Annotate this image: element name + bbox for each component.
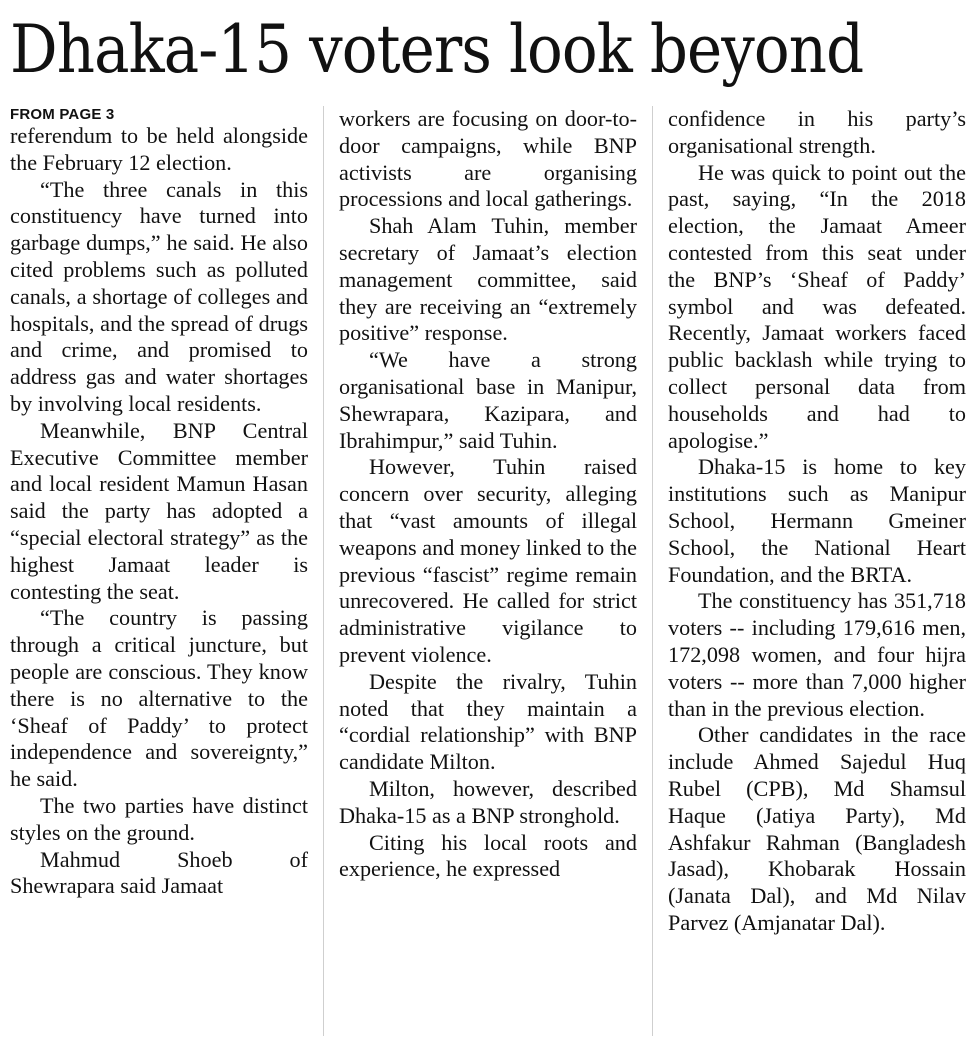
paragraph: confidence in his party’s organisational strength. [668, 106, 966, 158]
article-column-2 [339, 106, 637, 883]
paragraph: Dhaka-15 is home to key institutions such as Manipur School, Hermann Gmeiner School, the National Heart Foundation, and the BRTA. [668, 454, 966, 587]
paragraph: Mahmud Shoeb of Shewrapara said Jamaat [10, 846, 308, 899]
column-rule [652, 106, 653, 1036]
paragraph: Milton, however, described Dhaka-15 as a BNP stronghold. [339, 775, 637, 828]
paragraph: However, Tuhin raised concern over security, alleging that “vast amounts of illegal weapons and money linked to the previous “fascist” regime remain unrecovered. He called for strict administrative vigilance to prevent violence. [339, 454, 637, 667]
continuation-kicker: FROM PAGE 3 [10, 106, 115, 123]
paragraph: Despite the rivalry, Tuhin noted that they maintain a “cordial relationship” with BNP candidate Milton. [339, 668, 637, 775]
paragraph: He was quick to point out the past, saying, “In the 2018 election, the Jamaat Ameer contested from this seat under the BNP’s ‘Sheaf of Paddy’ symbol and was defeated. Recently, Jamaat workers faced public backlash while trying to collect personal data from households and had to apologise.” [668, 159, 966, 453]
paragraph: The two parties have distinct styles on the ground. [10, 792, 308, 845]
paragraph: “The country is passing through a critical juncture, but people are conscious. They know there is no alternative to the ‘Sheaf of Paddy’ to protect independence and sovereignty,” he said. [10, 605, 308, 792]
paragraph: Meanwhile, BNP Central Executive Committee member and local resident Mamun Hasan said the party has adopted a “special electoral strategy” as the highest Jamaat leader is contesting the seat. [10, 417, 308, 604]
paragraph: workers are focusing on door-to-door campaigns, while BNP activists are organising processions and local gatherings. [339, 106, 637, 212]
paragraph: Citing his local roots and experience, he expressed [339, 829, 637, 882]
article-column-3 [668, 106, 966, 937]
column-rule [323, 106, 324, 1036]
paragraph: Other candidates in the race include Ahmed Sajedul Huq Rubel (CPB), Md Shamsul Haque (Jatiya Party), Md Ashfakur Rahman (Bangladesh Jasad), Khobarak Hossain (Janata Dal), and Md Nilav Parvez (Amjanatar Dal). [668, 722, 966, 935]
paragraph: referendum to be held alongside the February 12 election. [10, 123, 308, 175]
paragraph: “The three canals in this constituency have turned into garbage dumps,” he said. He also cited problems such as polluted canals, a shortage of colleges and hospitals, and the spread of drugs and crime, and promised to address gas and water shortages by involving local residents. [10, 176, 308, 416]
paragraph: “We have a strong organisational base in Manipur, Shewrapara, Kazipara, and Ibrahimpur,” said Tuhin. [339, 347, 637, 453]
paragraph: Shah Alam Tuhin, member secretary of Jamaat’s election management committee, said they are receiving an “extremely positive” response. [339, 213, 637, 346]
headline: Dhaka-15 voters look beyond [10, 11, 864, 88]
paragraph: The constituency has 351,718 voters -- including 179,616 men, 172,098 women, and four hijra voters -- more than 7,000 higher than in the previous election. [668, 588, 966, 721]
article-column-1 [10, 106, 308, 900]
